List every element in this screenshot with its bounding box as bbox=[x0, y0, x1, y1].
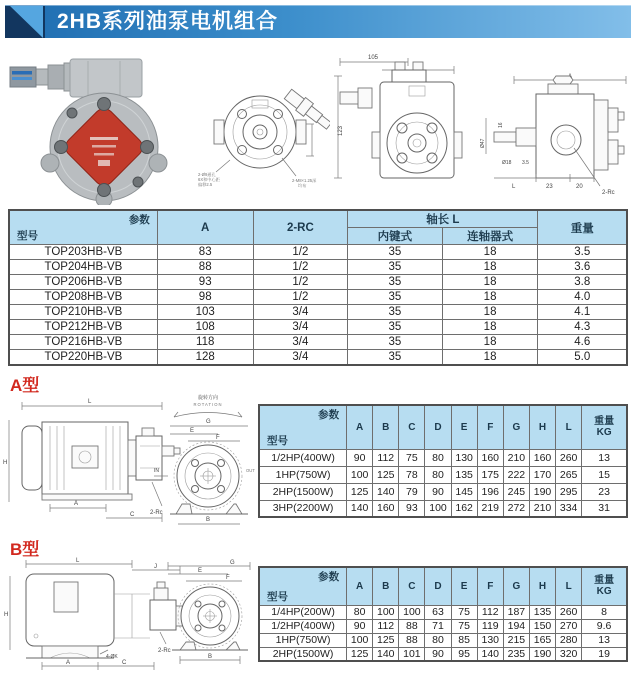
value-cell: 272 bbox=[503, 500, 529, 517]
dim-b: B bbox=[208, 654, 213, 660]
value-cell: 140 bbox=[373, 483, 399, 500]
value-cell: 8 bbox=[582, 605, 627, 619]
value-cell: 112 bbox=[373, 449, 399, 466]
value-cell: 13 bbox=[582, 633, 627, 647]
table-row bbox=[9, 290, 627, 305]
dim-a: A bbox=[66, 660, 71, 666]
dim-h: H bbox=[4, 612, 9, 618]
value-cell: 23 bbox=[582, 483, 627, 500]
value-cell: 19 bbox=[582, 647, 627, 661]
dim-l: L bbox=[88, 399, 92, 405]
header-cell: D bbox=[425, 405, 451, 449]
svg-text:6X和中心距: 6X和中心距 bbox=[198, 177, 220, 182]
header-cell-weight: 重量 KG bbox=[582, 405, 627, 449]
table-row bbox=[9, 320, 627, 335]
value-cell: 100 bbox=[347, 466, 373, 483]
svg-text:偏移2.5: 偏移2.5 bbox=[198, 182, 213, 187]
pump-front-drawing bbox=[196, 60, 330, 205]
table-row bbox=[259, 619, 627, 633]
table-row bbox=[259, 647, 627, 661]
value-cell: 210 bbox=[529, 500, 555, 517]
value-cell: 3.8 bbox=[538, 275, 627, 290]
model-cell: 2HP(1500W) bbox=[259, 647, 347, 661]
dim-o18: Ø18 bbox=[502, 160, 512, 166]
value-cell: 4.1 bbox=[538, 305, 627, 320]
value-cell: 100 bbox=[399, 605, 425, 619]
value-cell: 3.6 bbox=[538, 260, 627, 275]
header-cell: F bbox=[477, 567, 503, 605]
value-cell: 130 bbox=[451, 449, 477, 466]
value-cell: 83 bbox=[157, 245, 253, 260]
value-cell: 4.6 bbox=[538, 335, 627, 350]
corner-header-cell: 参数 型号 bbox=[259, 405, 347, 449]
value-cell: 35 bbox=[348, 275, 443, 290]
value-cell: 85 bbox=[451, 633, 477, 647]
value-cell: 71 bbox=[425, 619, 451, 633]
value-cell: 88 bbox=[399, 633, 425, 647]
header-cell: E bbox=[451, 567, 477, 605]
pump-dimension-front-drawing bbox=[332, 48, 476, 205]
value-cell: 1/2 bbox=[253, 245, 348, 260]
value-cell: 13 bbox=[582, 449, 627, 466]
value-cell: 35 bbox=[348, 320, 443, 335]
value-cell: 78 bbox=[399, 466, 425, 483]
value-cell: 75 bbox=[399, 449, 425, 466]
value-cell: 1/2 bbox=[253, 260, 348, 275]
value-cell: 128 bbox=[157, 350, 253, 365]
value-cell: 75 bbox=[451, 605, 477, 619]
header-row bbox=[9, 210, 627, 228]
header-cell: L bbox=[556, 405, 582, 449]
dim-f: F bbox=[216, 435, 220, 441]
value-cell: 3/4 bbox=[253, 350, 348, 365]
value-cell: 165 bbox=[529, 633, 555, 647]
value-cell: 125 bbox=[373, 633, 399, 647]
value-cell: 190 bbox=[529, 483, 555, 500]
value-cell: 215 bbox=[503, 633, 529, 647]
value-cell: 222 bbox=[503, 466, 529, 483]
value-cell: 125 bbox=[347, 483, 373, 500]
dim-e: E bbox=[190, 428, 195, 434]
header-cell: H bbox=[529, 567, 555, 605]
header-cell-weight: 重量 KG bbox=[582, 567, 627, 605]
model-cell: TOP208HB-VB bbox=[9, 290, 157, 305]
dim-c: C bbox=[122, 660, 127, 666]
table-row bbox=[259, 633, 627, 647]
value-cell: 4.3 bbox=[538, 320, 627, 335]
header-cell: A bbox=[347, 405, 373, 449]
drawing-note-left: 2-Ø9通孔 bbox=[198, 172, 216, 177]
value-cell: 80 bbox=[425, 633, 451, 647]
model-cell: TOP210HB-VB bbox=[9, 305, 157, 320]
value-cell: 90 bbox=[425, 483, 451, 500]
value-cell: 140 bbox=[477, 647, 503, 661]
corner-model-label: 型号 bbox=[17, 230, 38, 242]
corner-param-label: 参数 bbox=[128, 214, 150, 226]
dim-3-5: 3.5 bbox=[522, 160, 529, 166]
value-cell: 125 bbox=[373, 466, 399, 483]
main-spec-table bbox=[8, 209, 628, 366]
port-label: 2-Rc bbox=[150, 510, 163, 516]
value-cell: 103 bbox=[157, 305, 253, 320]
rotation-label-en: ROTATION bbox=[193, 402, 223, 407]
value-cell: 5.0 bbox=[538, 350, 627, 365]
table-row bbox=[259, 466, 627, 483]
value-cell: 35 bbox=[348, 260, 443, 275]
header-cell: A bbox=[347, 567, 373, 605]
model-cell: 1/4HP(200W) bbox=[259, 605, 347, 619]
value-cell: 235 bbox=[503, 647, 529, 661]
table-row bbox=[9, 245, 627, 260]
corner-header-cell: 参数 型号 bbox=[259, 567, 347, 605]
value-cell: 35 bbox=[348, 350, 443, 365]
model-cell: TOP203HB-VB bbox=[9, 245, 157, 260]
header-cell-inner-key: 内键式 bbox=[348, 228, 443, 245]
value-cell: 80 bbox=[425, 449, 451, 466]
type-a-table bbox=[258, 404, 628, 518]
foot-hole-label: 4-ØK bbox=[106, 654, 118, 660]
value-cell: 260 bbox=[556, 605, 582, 619]
value-cell: 80 bbox=[425, 466, 451, 483]
value-cell: 210 bbox=[503, 449, 529, 466]
value-cell: 130 bbox=[477, 633, 503, 647]
table-row bbox=[9, 275, 627, 290]
value-cell: 18 bbox=[442, 320, 538, 335]
pump-side-drawing bbox=[478, 70, 633, 205]
value-cell: 125 bbox=[347, 647, 373, 661]
value-cell: 31 bbox=[582, 500, 627, 517]
value-cell: 160 bbox=[529, 449, 555, 466]
value-cell: 118 bbox=[157, 335, 253, 350]
dim-g: G bbox=[206, 419, 211, 425]
value-cell: 334 bbox=[556, 500, 582, 517]
dim-e: E bbox=[198, 568, 203, 574]
model-cell: 1/2HP(400W) bbox=[259, 449, 347, 466]
table-row bbox=[9, 305, 627, 320]
header-cell-coupling: 连轴器式 bbox=[442, 228, 538, 245]
section-a-label: A型 bbox=[10, 376, 40, 395]
value-cell: 9.6 bbox=[582, 619, 627, 633]
pump-photo bbox=[8, 45, 193, 205]
dim-h: H bbox=[3, 460, 8, 466]
dim-105: 105 bbox=[368, 55, 379, 61]
value-cell: 63 bbox=[425, 605, 451, 619]
value-cell: 100 bbox=[373, 605, 399, 619]
port-label: 2-Rc bbox=[158, 648, 171, 654]
value-cell: 280 bbox=[556, 633, 582, 647]
header-accent-triangle bbox=[10, 6, 43, 38]
value-cell: 18 bbox=[442, 335, 538, 350]
header-cell: E bbox=[451, 405, 477, 449]
table-row bbox=[9, 350, 627, 365]
value-cell: 93 bbox=[157, 275, 253, 290]
value-cell: 35 bbox=[348, 290, 443, 305]
value-cell: 219 bbox=[477, 500, 503, 517]
value-cell: 3/4 bbox=[253, 335, 348, 350]
value-cell: 140 bbox=[347, 500, 373, 517]
table-row bbox=[9, 260, 627, 275]
dim-o47: Ø47 bbox=[480, 138, 486, 148]
model-cell: 1HP(750W) bbox=[259, 466, 347, 483]
table-row bbox=[259, 500, 627, 517]
value-cell: 88 bbox=[399, 619, 425, 633]
header-cell-a: A bbox=[157, 210, 253, 245]
value-cell: 18 bbox=[442, 275, 538, 290]
value-cell: 93 bbox=[399, 500, 425, 517]
value-cell: 162 bbox=[451, 500, 477, 517]
value-cell: 112 bbox=[477, 605, 503, 619]
value-cell: 3.5 bbox=[538, 245, 627, 260]
value-cell: 194 bbox=[503, 619, 529, 633]
value-cell: 260 bbox=[556, 449, 582, 466]
header-row bbox=[259, 567, 627, 605]
header-cell: D bbox=[425, 567, 451, 605]
header-row bbox=[259, 405, 627, 449]
value-cell: 119 bbox=[477, 619, 503, 633]
header-cell: B bbox=[373, 567, 399, 605]
corner-header-cell bbox=[9, 210, 157, 245]
value-cell: 90 bbox=[425, 647, 451, 661]
dim-g: G bbox=[230, 560, 235, 566]
value-cell: 320 bbox=[556, 647, 582, 661]
model-cell: 1/2HP(400W) bbox=[259, 619, 347, 633]
value-cell: 3/4 bbox=[253, 320, 348, 335]
header-cell: L bbox=[556, 567, 582, 605]
dim-123: 123 bbox=[338, 125, 344, 136]
value-cell: 190 bbox=[529, 647, 555, 661]
value-cell: 18 bbox=[442, 260, 538, 275]
value-cell: 160 bbox=[373, 500, 399, 517]
type-a-drawing bbox=[2, 390, 255, 532]
value-cell: 95 bbox=[451, 647, 477, 661]
model-cell: TOP206HB-VB bbox=[9, 275, 157, 290]
value-cell: 18 bbox=[442, 290, 538, 305]
value-cell: 112 bbox=[373, 619, 399, 633]
value-cell: 75 bbox=[451, 619, 477, 633]
value-cell: 35 bbox=[348, 335, 443, 350]
header-cell-shaft-group: 轴长 L bbox=[348, 210, 538, 228]
dim-j: J bbox=[154, 564, 157, 570]
svg-text:均布: 均布 bbox=[298, 183, 307, 188]
value-cell: 4.0 bbox=[538, 290, 627, 305]
value-cell: 1/2 bbox=[253, 275, 348, 290]
value-cell: 90 bbox=[347, 449, 373, 466]
header-cell: B bbox=[373, 405, 399, 449]
dim-l: L bbox=[512, 184, 516, 190]
value-cell: 80 bbox=[347, 605, 373, 619]
value-cell: 15 bbox=[582, 466, 627, 483]
table-row bbox=[259, 605, 627, 619]
value-cell: 101 bbox=[399, 647, 425, 661]
header-cell: G bbox=[503, 567, 529, 605]
header-cell: C bbox=[399, 567, 425, 605]
value-cell: 196 bbox=[477, 483, 503, 500]
value-cell: 270 bbox=[556, 619, 582, 633]
outlet-label: OUT bbox=[246, 468, 255, 473]
value-cell: 295 bbox=[556, 483, 582, 500]
header-cell: F bbox=[477, 405, 503, 449]
value-cell: 18 bbox=[442, 350, 538, 365]
table-row bbox=[259, 483, 627, 500]
drawing-note-right: 2-M8×1.25深 bbox=[292, 178, 317, 183]
value-cell: 187 bbox=[503, 605, 529, 619]
inlet-label: IN bbox=[154, 468, 159, 474]
value-cell: 140 bbox=[373, 647, 399, 661]
header-cell: C bbox=[399, 405, 425, 449]
value-cell: 18 bbox=[442, 245, 538, 260]
table-row bbox=[259, 449, 627, 466]
value-cell: 265 bbox=[556, 466, 582, 483]
value-cell: 135 bbox=[451, 466, 477, 483]
model-cell: TOP204HB-VB bbox=[9, 260, 157, 275]
dim-f: F bbox=[226, 575, 230, 581]
table-row bbox=[9, 335, 627, 350]
type-b-drawing bbox=[2, 554, 255, 674]
value-cell: 35 bbox=[348, 245, 443, 260]
section-b-label: B型 bbox=[10, 540, 40, 559]
value-cell: 35 bbox=[348, 305, 443, 320]
dim-a: A bbox=[74, 501, 79, 507]
value-cell: 108 bbox=[157, 320, 253, 335]
value-cell: 79 bbox=[399, 483, 425, 500]
rotation-label-cn: 旋转方向 bbox=[197, 395, 219, 401]
value-cell: 90 bbox=[347, 619, 373, 633]
value-cell: 245 bbox=[503, 483, 529, 500]
model-cell: 2HP(1500W) bbox=[259, 483, 347, 500]
value-cell: 3/4 bbox=[253, 305, 348, 320]
value-cell: 150 bbox=[529, 619, 555, 633]
value-cell: 100 bbox=[425, 500, 451, 517]
port-label: 2-Rc bbox=[602, 190, 615, 196]
page-title: 2HB系列油泵电机组合 bbox=[57, 10, 279, 33]
model-cell: TOP216HB-VB bbox=[9, 335, 157, 350]
value-cell: 100 bbox=[347, 633, 373, 647]
header-cell-weight: 重量 bbox=[538, 210, 627, 245]
header-cell-rc: 2-RC bbox=[253, 210, 348, 245]
model-cell: TOP212HB-VB bbox=[9, 320, 157, 335]
dim-20: 20 bbox=[576, 184, 583, 190]
value-cell: 1/2 bbox=[253, 290, 348, 305]
dim-b: B bbox=[206, 517, 211, 523]
type-b-table bbox=[258, 566, 628, 662]
header-cell: H bbox=[529, 405, 555, 449]
value-cell: 170 bbox=[529, 466, 555, 483]
value-cell: 88 bbox=[157, 260, 253, 275]
header-cell: G bbox=[503, 405, 529, 449]
model-cell: TOP220HB-VB bbox=[9, 350, 157, 365]
value-cell: 175 bbox=[477, 466, 503, 483]
value-cell: 135 bbox=[529, 605, 555, 619]
value-cell: 160 bbox=[477, 449, 503, 466]
value-cell: 18 bbox=[442, 305, 538, 320]
page-header bbox=[5, 5, 631, 38]
dim-l: L bbox=[76, 558, 80, 564]
model-cell: 1HP(750W) bbox=[259, 633, 347, 647]
dim-23: 23 bbox=[546, 184, 553, 190]
model-cell: 3HP(2200W) bbox=[259, 500, 347, 517]
value-cell: 145 bbox=[451, 483, 477, 500]
dim-16: 16 bbox=[498, 122, 504, 128]
value-cell: 98 bbox=[157, 290, 253, 305]
dim-c: C bbox=[130, 512, 135, 518]
